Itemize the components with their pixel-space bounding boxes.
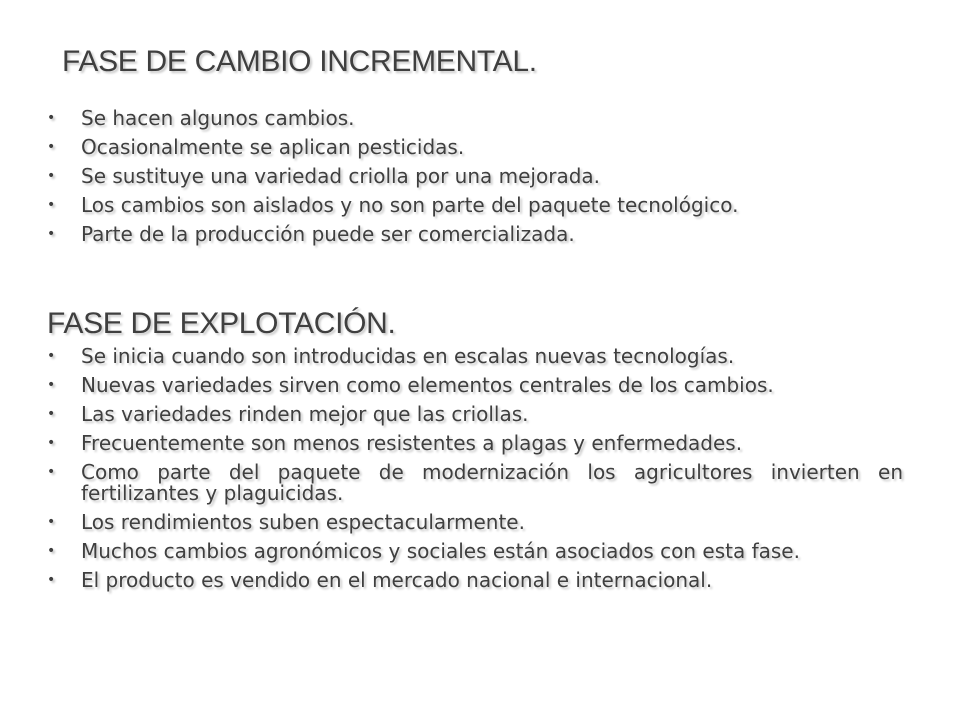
list-item-text: El producto es vendido en el mercado nacional e internacional. — [81, 568, 713, 592]
bullet-icon: • — [47, 464, 56, 480]
list-item-text: Se sustituye una variedad criolla por una mejorada. — [81, 164, 601, 188]
list-item-text: Los cambios son aislados y no son parte del paquete tecnológico. — [81, 193, 739, 217]
list-item-text: Parte de la producción puede ser comercializada. — [81, 222, 575, 246]
bullet-icon: • — [47, 197, 56, 213]
list-item — [47, 433, 903, 454]
list-item — [47, 570, 903, 591]
list-item-text: Como parte del paquete de modernización los agricultores invierten en fertilizantes y plaguicidas. — [81, 460, 903, 505]
bullet-icon: • — [47, 226, 56, 242]
list-item — [47, 541, 903, 562]
list-item — [47, 404, 903, 425]
list-item — [47, 195, 903, 216]
list-item-text: Ocasionalmente se aplican pesticidas. — [81, 135, 465, 159]
list-item — [47, 166, 903, 187]
bullet-icon: • — [47, 435, 56, 451]
bullet-icon: • — [47, 572, 56, 588]
bullet-icon: • — [47, 348, 56, 364]
list-item — [47, 375, 903, 396]
list-item-text: Muchos cambios agronómicos y sociales están asociados con esta fase. — [81, 539, 800, 563]
bullet-icon: • — [47, 543, 56, 559]
bullet-icon: • — [47, 139, 56, 155]
list-item — [47, 462, 903, 504]
list-item-text: Las variedades rinden mejor que las criollas. — [81, 402, 529, 426]
bullet-list-incremental — [47, 108, 903, 253]
bullet-icon: • — [47, 406, 56, 422]
section-title-incremental: FASE DE CAMBIO INCREMENTAL. — [62, 45, 537, 78]
list-item — [47, 137, 903, 158]
list-item — [47, 224, 903, 245]
bullet-icon: • — [47, 110, 56, 126]
list-item-text: Se inicia cuando son introducidas en escalas nuevas tecnologías. — [81, 344, 735, 368]
list-item — [47, 108, 903, 129]
bullet-icon: • — [47, 377, 56, 393]
bullet-icon: • — [47, 514, 56, 530]
bullet-list-explotacion — [47, 346, 903, 599]
list-item-text: Los rendimientos suben espectacularmente. — [81, 510, 525, 534]
list-item-text: Se hacen algunos cambios. — [81, 106, 355, 130]
list-item — [47, 512, 903, 533]
list-item — [47, 346, 903, 367]
list-item-text: Nuevas variedades sirven como elementos centrales de los cambios. — [81, 373, 774, 397]
section-title-explotacion: FASE DE EXPLOTACIÓN. — [47, 307, 396, 340]
bullet-icon: • — [47, 168, 56, 184]
list-item-text: Frecuentemente son menos resistentes a plagas y enfermedades. — [81, 431, 743, 455]
